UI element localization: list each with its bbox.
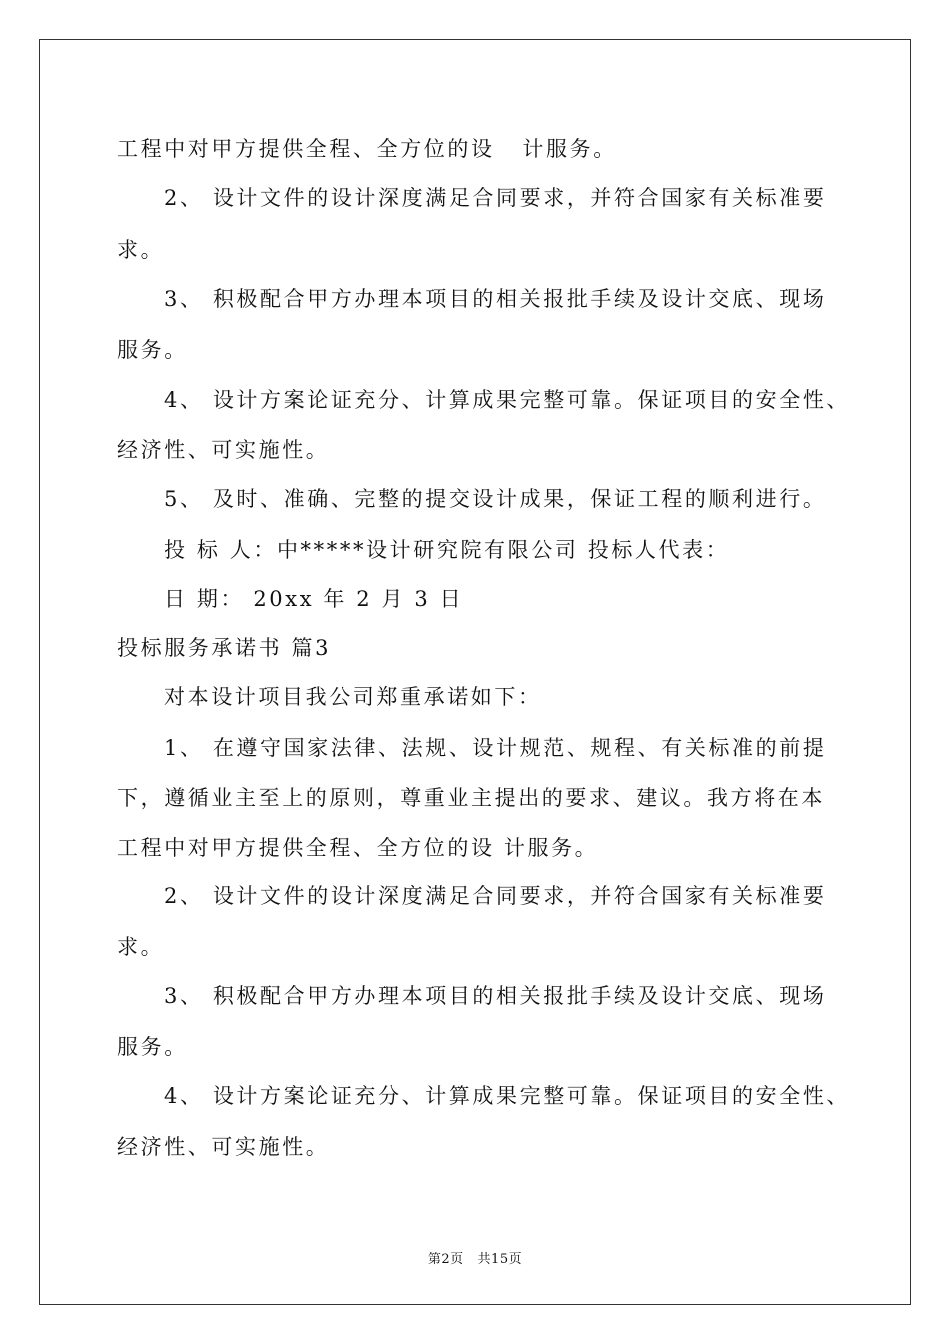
text-line: 4、 设计方案论证充分、计算成果完整可靠。保证项目的安全性、 <box>164 388 851 412</box>
text-line: 工程中对甲方提供全程、全方位的设 计服务。 <box>117 137 617 161</box>
text-line: 经济性、可实施性。 <box>117 1135 330 1159</box>
text-line: 经济性、可实施性。 <box>117 438 330 462</box>
text-line: 1、 在遵守国家法律、法规、设计规范、规程、有关标准的前提 <box>164 736 827 760</box>
text-line: 下，遵循业主至上的原则，尊重业主提出的要求、建议。我方将在本 <box>117 786 825 810</box>
bidder-line: 投 标 人：中*****设计研究院有限公司 投标人代表： <box>164 538 730 562</box>
page-number: 第2页 共15页 <box>427 1252 523 1267</box>
text-line: 4、 设计方案论证充分、计算成果完整可靠。保证项目的安全性、 <box>164 1084 851 1108</box>
text-line: 2、 设计文件的设计深度满足合同要求，并符合国家有关标准要 <box>164 186 827 210</box>
text-line: 求。 <box>117 935 165 959</box>
text-line: 求。 <box>117 238 165 262</box>
text-line: 服务。 <box>117 1035 188 1059</box>
date-line: 日 期： 20xx 年 2 月 3 日 <box>164 587 464 611</box>
text-line: 5、 及时、准确、完整的提交设计成果，保证工程的顺利进行。 <box>164 487 827 511</box>
text-line: 3、 积极配合甲方办理本项目的相关报批手续及设计交底、现场 <box>164 287 827 311</box>
section-heading: 投标服务承诺书 篇3 <box>117 636 332 660</box>
text-line: 工程中对甲方提供全程、全方位的设 计服务。 <box>117 836 599 860</box>
text-line: 服务。 <box>117 338 188 362</box>
page-border <box>39 39 911 1305</box>
text-line: 3、 积极配合甲方办理本项目的相关报批手续及设计交底、现场 <box>164 984 827 1008</box>
text-line: 2、 设计文件的设计深度满足合同要求，并符合国家有关标准要 <box>164 884 827 908</box>
text-line: 对本设计项目我公司郑重承诺如下： <box>164 685 542 709</box>
